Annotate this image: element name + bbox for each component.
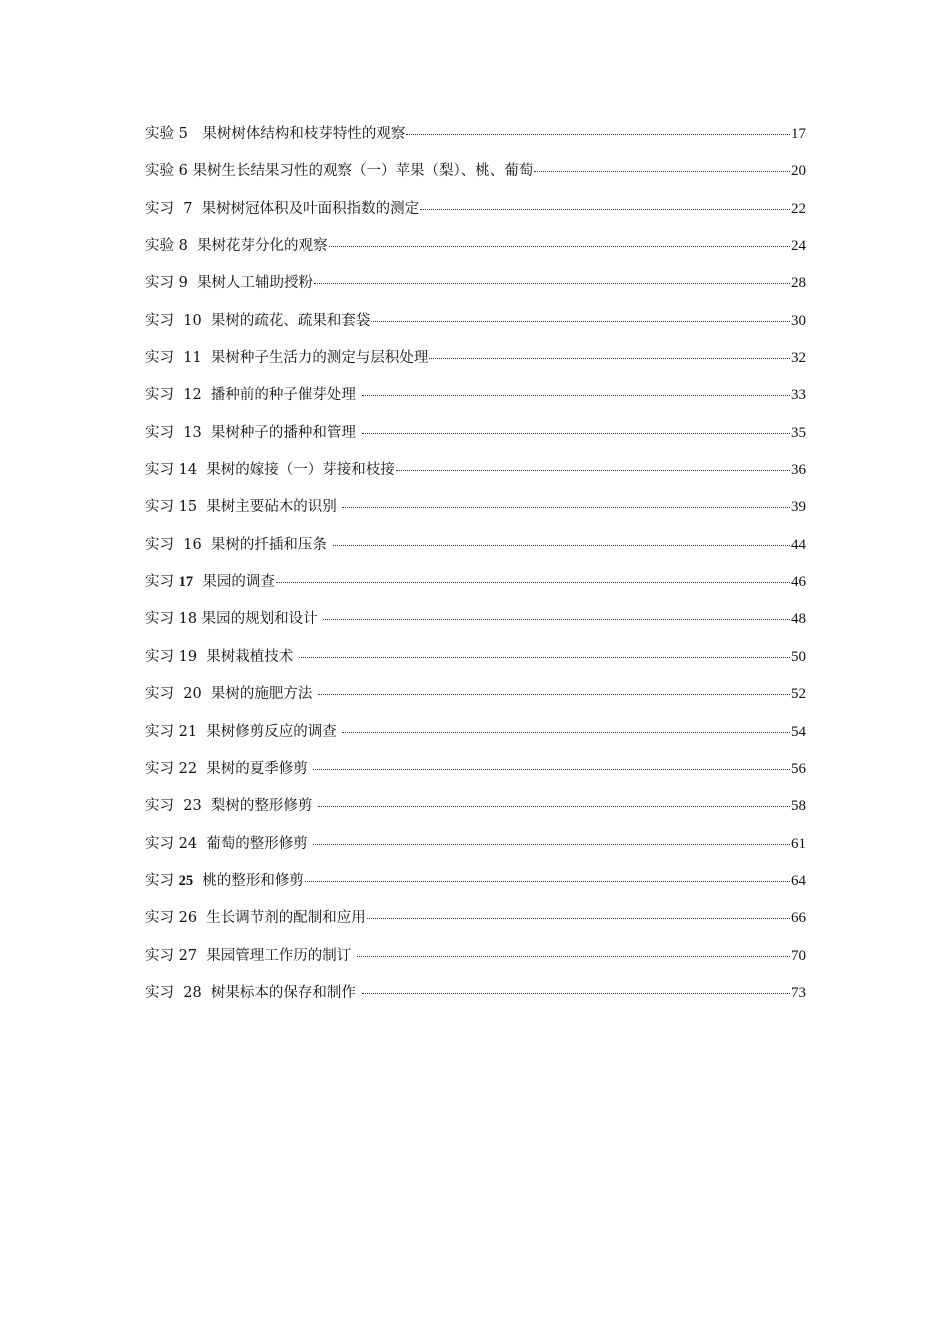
toc-entry[interactable]	[145, 493, 806, 530]
toc-entry-title	[145, 755, 312, 783]
toc-entry[interactable]	[145, 979, 806, 1016]
toc-entry-label: 果树主要砧木的识别	[197, 499, 342, 516]
toc-entry-prefix: 实验 6	[145, 163, 193, 180]
toc-page-number: 66	[791, 910, 806, 927]
toc-entry[interactable]	[145, 344, 806, 381]
toc-entry-title	[145, 718, 341, 746]
toc-entry[interactable]	[145, 531, 806, 568]
toc-entry-title	[145, 269, 313, 297]
toc-entry-label: 树果标本的保存和制作	[201, 984, 361, 1001]
toc-dot-leader	[318, 806, 790, 807]
toc-entry-title	[145, 680, 317, 708]
toc-page-number: 22	[791, 200, 806, 217]
toc-entry-title	[145, 904, 366, 932]
toc-dot-leader	[318, 694, 790, 695]
toc-dot-leader	[323, 619, 790, 620]
toc-dot-leader	[362, 993, 791, 994]
toc-entry[interactable]	[145, 680, 806, 717]
toc-entry-prefix: 实习 13	[145, 424, 202, 441]
toc-page-number: 24	[791, 238, 806, 255]
toc-entry-prefix: 实验 8	[145, 238, 188, 255]
toc-dot-leader	[362, 433, 791, 434]
toc-page-number: 73	[791, 984, 806, 1001]
toc-entry[interactable]	[145, 232, 806, 269]
toc-entry[interactable]	[145, 419, 806, 456]
toc-entry[interactable]	[145, 568, 806, 605]
toc-entry[interactable]	[145, 643, 806, 680]
toc-entry[interactable]	[145, 195, 806, 232]
toc-entry-label: 果园的规划和设计	[201, 611, 323, 628]
toc-entry-title	[145, 232, 328, 260]
toc-entry-prefix: 实习 9	[145, 275, 188, 292]
toc-entry-label: 果树的嫁接（一）芽接和枝接	[197, 462, 395, 479]
toc-page-number: 50	[791, 648, 806, 665]
toc-entry-prefix: 实习 22	[145, 760, 198, 777]
toc-page-number: 52	[791, 686, 806, 703]
toc-page-number: 39	[791, 499, 806, 516]
toc-dot-leader	[420, 209, 790, 210]
toc-page-number: 48	[791, 611, 806, 628]
toc-entry-label: 果树人工辅助授粉	[187, 275, 314, 292]
toc-dot-leader	[362, 395, 791, 396]
toc-dot-leader	[396, 470, 790, 471]
toc-entry-label: 果树种子的播种和管理	[201, 424, 361, 441]
toc-page-number: 46	[791, 574, 806, 591]
toc-entry-title	[145, 792, 317, 820]
toc-entry[interactable]	[145, 381, 806, 418]
toc-entry-prefix: 实习 7	[145, 200, 193, 217]
toc-entry-prefix: 实习 20	[145, 686, 202, 703]
toc-dot-leader	[406, 134, 790, 135]
toc-entry-prefix: 实习 28	[145, 984, 202, 1001]
toc-entry-title	[145, 568, 275, 596]
toc-page-number: 20	[791, 163, 806, 180]
toc-entry-label: 果树生长结果习性的观察（一）苹果（梨）、桃、葡萄	[192, 163, 534, 180]
toc-entry[interactable]	[145, 792, 806, 829]
toc-dot-leader	[314, 283, 790, 284]
toc-page-number: 17	[791, 126, 806, 142]
toc-entry-title	[145, 456, 395, 484]
toc-entry-prefix: 实习 23	[145, 798, 202, 815]
toc-entry[interactable]	[145, 456, 806, 493]
toc-entry-title	[145, 830, 312, 858]
toc-entry-prefix: 实习 26	[145, 910, 198, 927]
toc-entry[interactable]	[145, 307, 806, 344]
toc-entry-prefix: 实习 27	[145, 947, 198, 964]
toc-dot-leader	[313, 844, 790, 845]
toc-page-number: 54	[791, 723, 806, 740]
toc-entry-label: 梨树的整形修剪	[201, 798, 317, 815]
toc-entry-prefix: 实习 21	[145, 723, 198, 740]
toc-page-number: 33	[791, 387, 806, 404]
toc-entry-title	[145, 979, 361, 1007]
toc-page-number: 64	[791, 872, 806, 889]
toc-entry-number: 17	[178, 574, 194, 591]
toc-entry-label: 果树种子生活力的测定与层积处理	[201, 350, 429, 367]
toc-dot-leader	[305, 881, 790, 882]
toc-entry-prefix: 实习 10	[145, 312, 202, 329]
toc-page-number: 28	[791, 275, 806, 292]
toc-entry-title	[145, 605, 322, 633]
toc-dot-leader	[342, 732, 790, 733]
toc-entry-label: 果园的调查	[193, 574, 275, 591]
toc-entry-title	[145, 531, 332, 559]
toc-entry-title	[145, 195, 419, 223]
toc-entry-prefix: 实习 18	[145, 611, 202, 628]
toc-dot-leader	[299, 657, 790, 658]
toc-dot-leader	[367, 918, 790, 919]
toc-entry-title	[145, 419, 361, 447]
toc-entry-prefix: 实验 5	[145, 126, 188, 142]
toc-entry-label: 果树花芽分化的观察	[187, 238, 328, 255]
toc-entry-label: 果树栽植技术	[197, 648, 298, 665]
toc-entry-prefix: 实习 14	[145, 462, 198, 479]
toc-entry-title	[145, 867, 304, 895]
toc-entry-title	[145, 493, 341, 521]
toc-page-number: 32	[791, 350, 806, 367]
toc-entry-label: 桃的整形和修剪	[193, 872, 304, 889]
toc-entry-label: 果树树体结构和枝芽特性的观察	[187, 126, 406, 142]
toc-page-number: 61	[791, 835, 806, 852]
toc-entry[interactable]	[145, 830, 806, 867]
toc-entry-prefix: 实习 11	[145, 350, 202, 367]
toc-entry-prefix: 实习	[145, 872, 179, 889]
toc-entry-prefix: 实习 15	[145, 499, 198, 516]
toc-entry-label: 果树的施肥方法	[201, 686, 317, 703]
toc-entry[interactable]	[145, 269, 806, 306]
toc-dot-leader	[429, 358, 790, 359]
toc-entry-prefix: 实习 16	[145, 536, 202, 553]
toc-entry-title	[145, 381, 361, 409]
table-of-contents	[145, 120, 806, 1016]
toc-entry-prefix: 实习	[145, 574, 179, 591]
toc-dot-leader	[371, 321, 790, 322]
toc-entry[interactable]	[145, 120, 806, 157]
toc-dot-leader	[313, 769, 790, 770]
toc-entry-title	[145, 942, 356, 970]
toc-entry-label: 播种前的种子催芽处理	[201, 387, 361, 404]
toc-page-number: 58	[791, 798, 806, 815]
toc-page-number: 35	[791, 424, 806, 441]
toc-entry-label: 生长调节剂的配制和应用	[197, 910, 366, 927]
toc-entry[interactable]	[145, 718, 806, 755]
toc-page-number: 36	[791, 462, 806, 479]
toc-entry-label: 葡萄的整形修剪	[197, 835, 313, 852]
toc-entry-label: 果树的夏季修剪	[197, 760, 313, 777]
toc-dot-leader	[333, 545, 791, 546]
toc-entry[interactable]	[145, 755, 806, 792]
toc-entry-prefix: 实习 19	[145, 648, 198, 665]
toc-page-number: 56	[791, 760, 806, 777]
toc-entry-title	[145, 643, 298, 671]
toc-page-number: 30	[791, 312, 806, 329]
toc-entry-label: 果树修剪反应的调查	[197, 723, 342, 740]
toc-page-number: 70	[791, 947, 806, 964]
toc-entry[interactable]	[145, 867, 806, 904]
toc-entry[interactable]	[145, 904, 806, 941]
toc-dot-leader	[342, 507, 790, 508]
toc-entry-label: 果树的扦插和压条	[201, 536, 332, 553]
toc-entry-prefix: 实习 24	[145, 835, 198, 852]
toc-entry-label: 果树的疏花、疏果和套袋	[201, 312, 371, 329]
toc-entry[interactable]	[145, 942, 806, 979]
toc-page-number: 44	[791, 536, 806, 553]
toc-entry-title	[145, 120, 405, 148]
toc-dot-leader	[276, 582, 790, 583]
toc-entry-title	[145, 307, 370, 335]
toc-entry[interactable]	[145, 157, 806, 194]
toc-entry-label: 果树树冠体积及叶面积指数的测定	[192, 200, 420, 217]
toc-entry[interactable]	[145, 605, 806, 642]
toc-entry-title	[145, 157, 533, 185]
toc-dot-leader	[534, 171, 790, 172]
toc-entry-title	[145, 344, 428, 372]
toc-entry-prefix: 实习 12	[145, 387, 202, 404]
toc-entry-label: 果园管理工作历的制订	[197, 947, 356, 964]
toc-dot-leader	[329, 246, 790, 247]
toc-dot-leader	[357, 956, 790, 957]
toc-entry-number: 25	[178, 872, 194, 889]
